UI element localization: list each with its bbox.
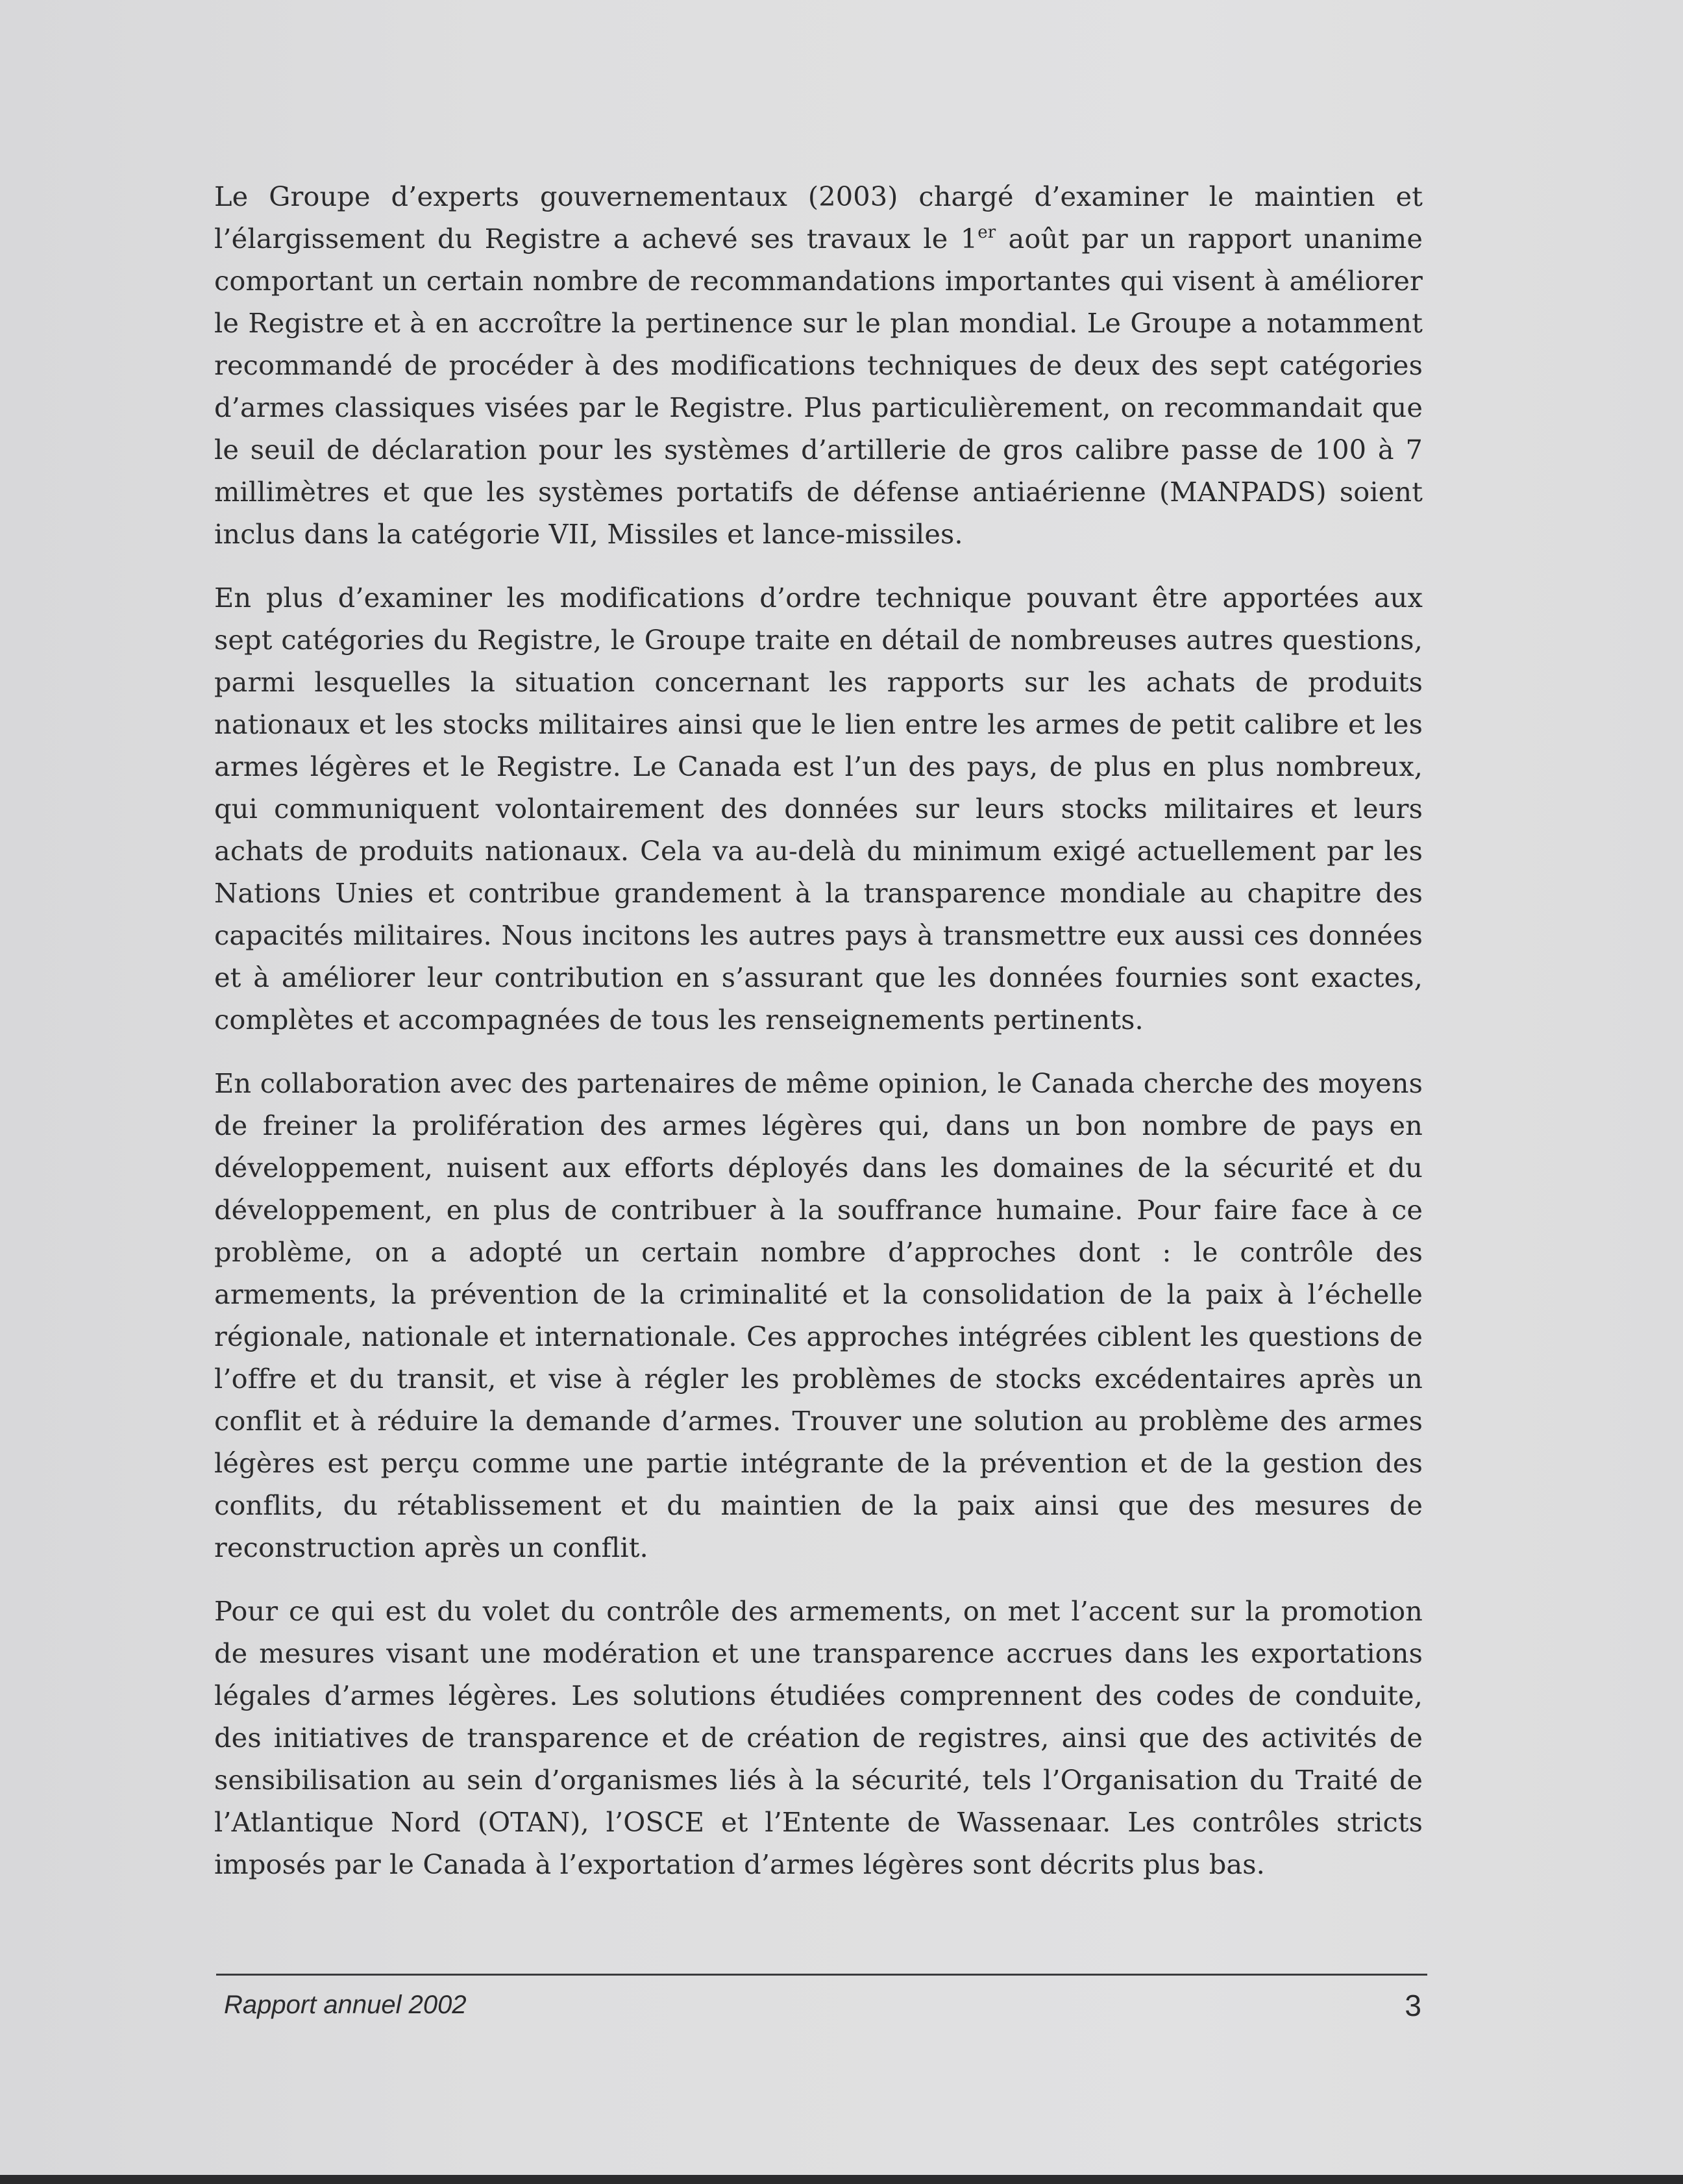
footer-divider	[216, 1974, 1427, 1976]
paragraph-1-part-2: août par un rapport unanime comportant un certain nombre de recommandations importantes qui visent à améliorer le Registre et à en accroître la pertinence sur le plan mondial. Le Groupe a notamment recommandé de procéder à des modifications techniques de deux des sept catégories d’armes classiques visées par le Registre. Plus particulièrement, on recommandait que le seuil de déclaration pour les systèmes d’artillerie de gros calibre passe de 100 à 7 millimètres et que les systèmes portatifs de défense antiaérienne (MANPADS) soient inclus dans la catégorie VII, Missiles et lance-missiles.	[214, 223, 1423, 550]
paragraph-1-part-1: Le Groupe d’experts gouvernementaux (2003) chargé d’examiner le maintien et l’élargissement du Registre a achevé ses travaux le 1	[214, 180, 1423, 254]
scan-bottom-edge	[0, 2175, 1683, 2184]
body-text	[214, 175, 1423, 1907]
footer-report-title: Rapport annuel 2002	[224, 1991, 467, 2019]
paragraph-2: En plus d’examiner les modifications d’ordre technique pouvant être apportées aux sept catégories du Registre, le Groupe traite en détail de nombreuses autres questions, parmi lesquelles la situation concernant les rapports sur les achats de produits nationaux et les stocks militaires ainsi que le lien entre les armes de petit calibre et les armes légères et le Registre. Le Canada est l’un des pays, de plus en plus nombreux, qui communiquent volontairement des données sur leurs stocks militaires et leurs achats de produits nationaux. Cela va au-delà du minimum exigé actuellement par les Nations Unies et contribue grandement à la transparence mondiale au chapitre des capacités militaires. Nous incitons les autres pays à transmettre eux aussi ces données et à améliorer leur contribution en s’assurant que les données fournies sont exactes, complètes et accompagnées de tous les renseignements pertinents.	[214, 582, 1423, 1036]
ordinal-superscript: er	[977, 223, 996, 242]
paragraph-1	[214, 175, 1423, 555]
paragraph-3: En collaboration avec des partenaires de même opinion, le Canada cherche des moyens de freiner la prolifération des armes légères qui, dans un bon nombre de pays en développement, nuisent aux efforts déployés dans les domaines de la sécurité et du développement, en plus de contribuer à la souffrance humaine. Pour faire face à ce problème, on a adopté un certain nombre d’approches dont : le contrôle des armements, la prévention de la criminalité et la consolidation de la paix à l’échelle régionale, nationale et internationale. Ces approches intégrées ciblent les questions de l’offre et du transit, et vise à régler les problèmes de stocks excédentaires après un conflit et à réduire la demande d’armes. Trouver une solution au problème des armes légères est perçu comme une partie intégrante de la prévention et de la gestion des conflits, du rétablissement et du maintien de la paix ainsi que des mesures de reconstruction après un conflit.	[214, 1067, 1423, 1563]
paragraph-4: Pour ce qui est du volet du contrôle des armements, on met l’accent sur la promotion de mesures visant une modération et une transparence accrues dans les exportations légales d’armes légères. Les solutions étudiées comprennent des codes de conduite, des initiatives de transparence et de création de registres, ainsi que des activités de sensibilisation au sein d’organismes liés à la sécurité, tels l’Organisation du Traité de l’Atlantique Nord (OTAN), l’OSCE et l’Entente de Wassenaar. Les contrôles stricts imposés par le Canada à l’exportation d’armes légères sont décrits plus bas.	[214, 1595, 1423, 1880]
page-number: 3	[1405, 1989, 1421, 2022]
